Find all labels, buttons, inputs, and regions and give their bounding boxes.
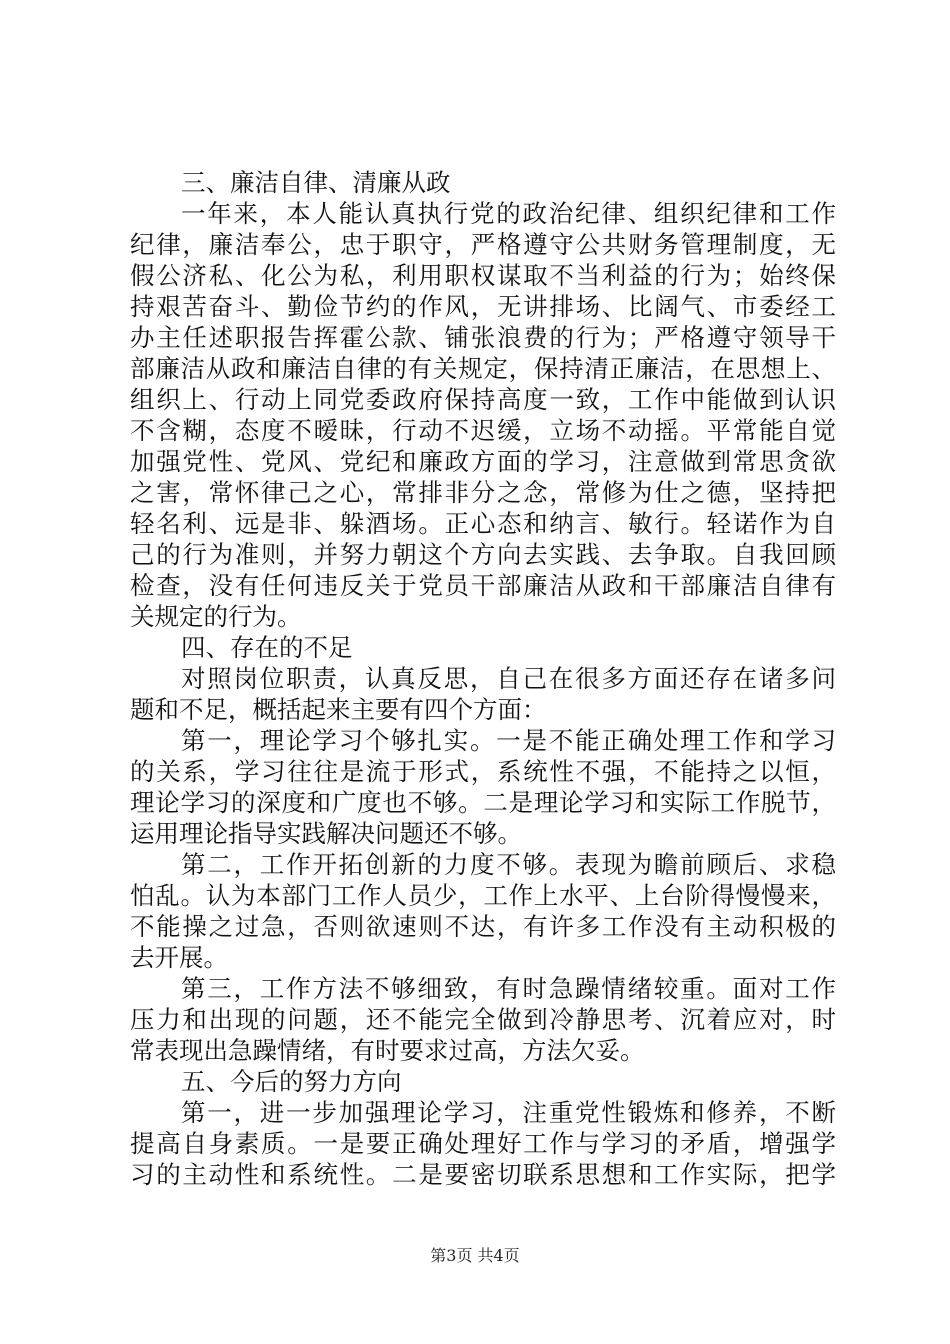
text-line: 理论学习的深度和广度也不够。二是理论学习和实际工作脱节， bbox=[130, 788, 836, 817]
text-line: 五、今后的努力方向 bbox=[181, 1067, 402, 1096]
text-line: 检查，没有任何违反关于党员干部廉洁从政和干部廉洁自律有 bbox=[130, 571, 836, 600]
text-line: 办主任述职报告挥霍公款、铺张浪费的行为；严格遵守领导干 bbox=[130, 323, 836, 352]
page-footer: 第3页 共4页 bbox=[430, 1246, 520, 1265]
text-line: 轻名利、远是非、躲酒场。正心态和纳言、敏行。轻诺作为自 bbox=[130, 509, 836, 538]
text-line: 部廉洁从政和廉洁自律的有关规定，保持清正廉洁，在思想上、 bbox=[130, 354, 836, 383]
text-line: 提高自身素质。一是要正确处理好工作与学习的矛盾，增强学 bbox=[130, 1129, 836, 1158]
text-line: 第三，工作方法不够细致，有时急躁情绪较重。面对工作 bbox=[181, 974, 836, 1003]
text-line: 运用理论指导实践解决问题还不够。 bbox=[130, 819, 522, 848]
text-line: 不能操之过急，否则欲速则不达，有许多工作没有主动积极的 bbox=[130, 912, 836, 941]
text-line: 三、廉洁自律、清廉从政 bbox=[181, 168, 451, 197]
document-body bbox=[130, 167, 836, 1190]
text-line: 持艰苦奋斗、勤俭节约的作风，无讲排场、比阔气、市委经工 bbox=[130, 292, 836, 321]
text-line: 一年来，本人能认真执行党的政治纪律、组织纪律和工作 bbox=[181, 199, 836, 228]
text-line: 怕乱。认为本部门工作人员少，工作上水平、上台阶得慢慢来， bbox=[130, 881, 836, 910]
text-line: 常表现出急躁情绪，有时要求过高，方法欠妥。 bbox=[130, 1036, 645, 1065]
text-line: 假公济私、化公为私，利用职权谋取不当利益的行为；始终保 bbox=[130, 261, 836, 290]
text-line: 之害，常怀律己之心，常排非分之念，常修为仕之德，坚持把 bbox=[130, 478, 836, 507]
text-line: 四、存在的不足 bbox=[181, 633, 353, 662]
text-line: 对照岗位职责，认真反思，自己在很多方面还存在诸多问 bbox=[181, 664, 836, 693]
text-line: 第二，工作开拓创新的力度不够。表现为瞻前顾后、求稳 bbox=[181, 850, 836, 879]
text-line: 己的行为准则，并努力朝这个方向去实践、去争取。自我回顾 bbox=[130, 540, 836, 569]
text-line: 第一，进一步加强理论学习，注重党性锻炼和修养，不断 bbox=[181, 1098, 836, 1127]
text-line: 关规定的行为。 bbox=[130, 602, 302, 631]
text-line: 去开展。 bbox=[130, 943, 228, 972]
text-line: 纪律，廉洁奉公，忠于职守，严格遵守公共财务管理制度，无 bbox=[130, 230, 836, 259]
text-line: 的关系，学习往往是流于形式，系统性不强，不能持之以恒， bbox=[130, 757, 836, 786]
text-line: 压力和出现的问题，还不能完全做到冷静思考、沉着应对，时 bbox=[130, 1005, 836, 1034]
text-line: 组织上、行动上同党委政府保持高度一致，工作中能做到认识 bbox=[130, 385, 836, 414]
text-line: 题和不足，概括起来主要有四个方面： bbox=[130, 695, 547, 724]
text-line: 习的主动性和系统性。二是要密切联系思想和工作实际，把学 bbox=[130, 1160, 836, 1189]
text-line: 第一，理论学习个够扎实。一是不能正确处理工作和学习 bbox=[181, 726, 836, 755]
text-line: 不含糊，态度不暧昧，行动不迟缓，立场不动摇。平常能自觉 bbox=[130, 416, 836, 445]
text-line: 加强党性、党风、党纪和廉政方面的学习，注意做到常思贪欲 bbox=[130, 447, 836, 476]
